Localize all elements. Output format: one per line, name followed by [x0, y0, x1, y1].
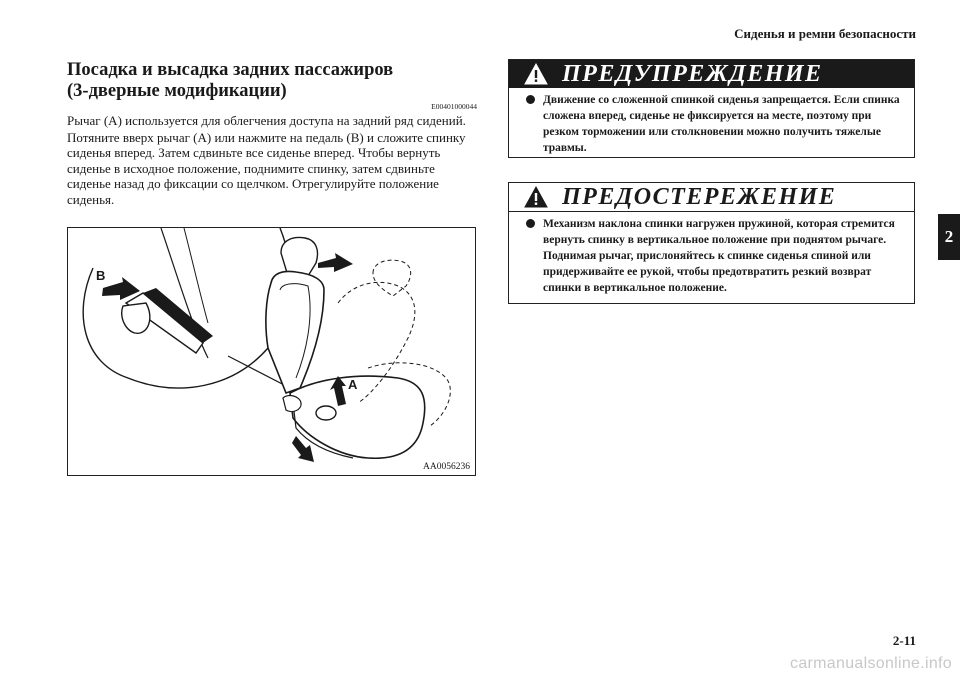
under-seat-lever — [283, 396, 301, 412]
label-a: A — [348, 377, 358, 392]
caution-title: ПРЕДОСТЕРЕЖЕНИЕ — [562, 183, 837, 210]
caution-box — [508, 182, 915, 304]
section-title-line1: Посадка и высадка задних пассажиров — [67, 60, 394, 80]
folded-headrest-dashed — [373, 260, 411, 296]
warning-triangle-icon — [523, 62, 549, 91]
arrow-forward-icon — [318, 253, 353, 272]
caution-item: Механизм наклона спинки нагружен пружиной, которая стремится вернуть спинку в вертикальное положение при поднятом рычаге. Поднимая рычаг, прислоняйтесь к спинке сиденья спиной или придерживайте ее рукой, чтобы предотвратить резкий возврат спинки в вертикальное положение. — [526, 216, 906, 296]
section-code: E00401000044 — [431, 102, 477, 111]
warning-item: Движение со сложенной спинкой сиденья запрещается. Если спинка сложена вперед, сиденье не фиксируется на месте, поэтому при резком торможении или столкновении можно получить тяжелые травмы. — [526, 92, 906, 156]
seat-back — [266, 271, 324, 393]
warning-header — [509, 60, 914, 88]
watermark: carmanualsonline.info — [790, 655, 952, 672]
arrow-slide-icon — [292, 436, 314, 462]
seat-drawing — [68, 228, 475, 475]
figure-code: AA0056236 — [423, 462, 470, 472]
warning-list — [509, 88, 914, 156]
chapter-tab — [938, 214, 960, 260]
warning-title: ПРЕДУПРЕЖДЕНИЕ — [562, 60, 823, 87]
lever-pedal — [122, 303, 150, 333]
running-header: Сиденья и ремни безопасности — [734, 26, 916, 41]
section-title-line2: (3-дверные модификации) — [67, 81, 287, 101]
warning-triangle-icon — [523, 185, 549, 214]
page-number: 2-11 — [892, 633, 916, 648]
paragraph-2: Потяните вверх рычаг (A) или нажмите на педаль (B) и сложите спинку сиденья вперед. Затем сдвиньте все сиденье вперед. Чтобы вернуть сиденье в исходное положение, поднимите спинку, затем сдвиньте сиденье назад до фиксации со щелчком. Отрегулируйте положение сиденья. — [67, 129, 466, 207]
label-b: B — [96, 268, 106, 283]
headrest — [281, 238, 318, 276]
warning-box — [508, 59, 915, 158]
inset-circle — [83, 228, 291, 388]
arrow-b-icon — [102, 277, 140, 300]
section-content — [67, 60, 477, 207]
section-title — [67, 60, 477, 102]
paragraph-1: Рычаг (A) используется для облегчения доступа на задний ряд сидений. — [67, 113, 466, 128]
recliner-lever — [316, 406, 336, 420]
chapter-number: 2 — [944, 227, 954, 246]
caution-list — [509, 212, 914, 296]
seat-illustration — [67, 227, 476, 476]
caution-header — [509, 183, 914, 212]
